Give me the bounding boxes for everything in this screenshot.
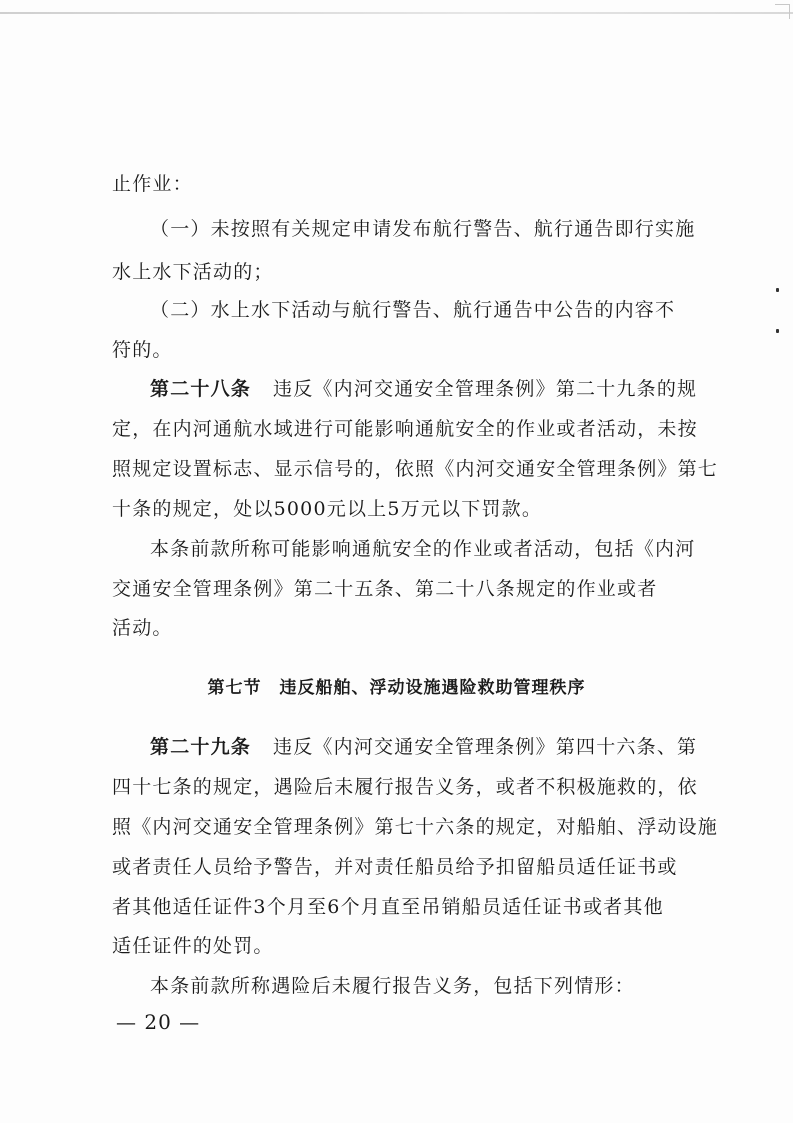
text-line: 照规定设置标志、显示信号的，依照《内河交通安全管理条例》第七 bbox=[112, 458, 719, 480]
section-title: 第七节 违反船舶、浮动设施遇险救助管理秩序 bbox=[207, 678, 586, 698]
text-line: 本条前款所称可能影响通航安全的作业或者活动，包括《内河 bbox=[150, 538, 696, 560]
text-line: 止作业： bbox=[112, 173, 193, 195]
text-line: 适任证件的处罚。 bbox=[112, 935, 274, 957]
text-line: 符的。 bbox=[112, 339, 173, 361]
text-line: 交通安全管理条例》第二十五条、第二十八条规定的作业或者 bbox=[112, 578, 658, 600]
text-line: 水上水下活动的； bbox=[112, 261, 274, 283]
page-number: — 20 — bbox=[116, 1010, 201, 1034]
article-29-line bbox=[0, 735, 793, 759]
scan-speck bbox=[776, 288, 779, 292]
article-28-line bbox=[0, 377, 793, 401]
article-29-label: 第二十九条 bbox=[150, 736, 252, 758]
article-28-label: 第二十八条 bbox=[150, 378, 252, 400]
text-line: 者其他适任证件3个月至6个月直至吊销船员适任证书或者其他 bbox=[112, 896, 664, 918]
scan-corner-mark bbox=[775, 4, 790, 19]
text-line: 十条的规定，处以5000元以上5万元以下罚款。 bbox=[112, 498, 543, 520]
text-line: 本条前款所称遇险后未履行报告义务，包括下列情形： bbox=[150, 975, 635, 997]
text-line: 或者责任人员给予警告，并对责任船员给予扣留船员适任证书或 bbox=[112, 856, 678, 878]
text-line: （一）未按照有关规定申请发布航行警告、航行通告即行实施 bbox=[150, 218, 696, 240]
text-line: 照《内河交通安全管理条例》第七十六条的规定，对船舶、浮动设施 bbox=[112, 816, 719, 838]
text-line: 定，在内河通航水域进行可能影响通航安全的作业或者活动，未按 bbox=[112, 418, 698, 440]
text-line: 四十七条的规定，遇险后未履行报告义务，或者不积极施救的，依 bbox=[112, 776, 698, 798]
text-line: 违反《内河交通安全管理条例》第四十六条、第 bbox=[273, 736, 698, 758]
text-line: 活动。 bbox=[112, 617, 173, 639]
text-line: 违反《内河交通安全管理条例》第二十九条的规 bbox=[273, 378, 698, 400]
text-line: （二）水上水下活动与航行警告、航行通告中公告的内容不 bbox=[150, 299, 676, 321]
scan-speck bbox=[776, 329, 779, 333]
scan-top-edge bbox=[0, 12, 793, 14]
